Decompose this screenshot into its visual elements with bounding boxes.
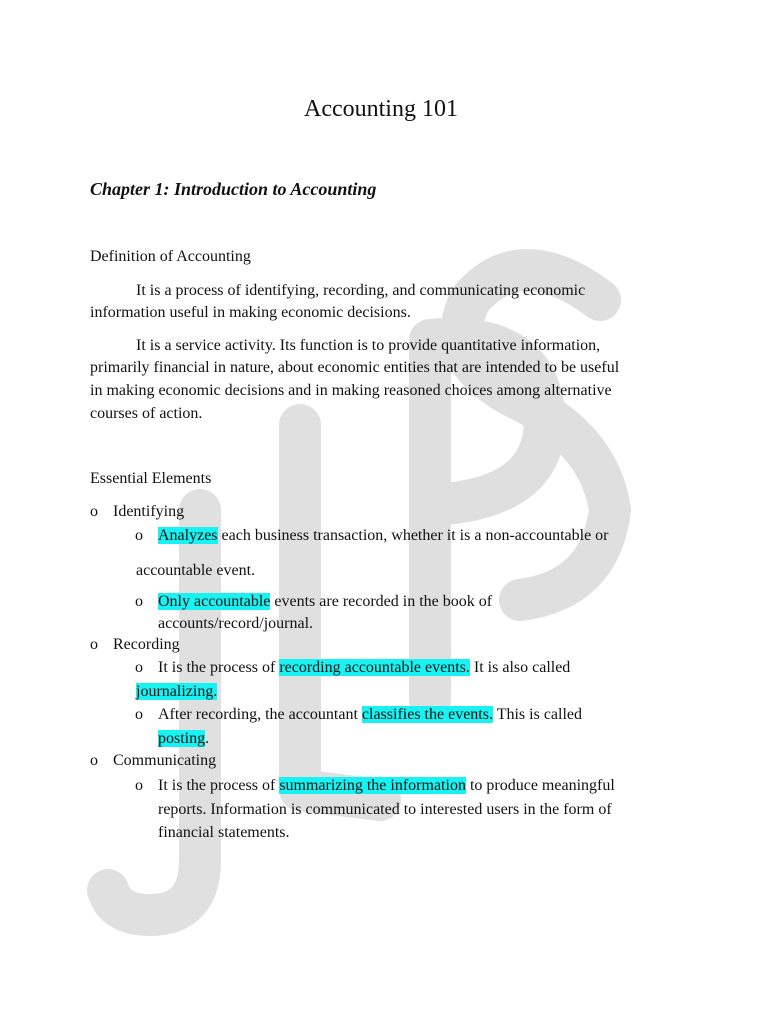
bullet-marker: o — [90, 503, 98, 520]
highlight-summarizing-the-information: summarizing the information — [279, 777, 466, 794]
definition-p1-line2: information useful in making economic decisions. — [90, 304, 411, 321]
sub-bullet-marker: o — [135, 659, 143, 676]
identifying-sub2-line1: Only accountable events are recorded in the book of — [158, 593, 493, 610]
identifying-sub2-line2: accounts/record/journal. — [158, 615, 314, 632]
communicating-sub1-line1: It is the process of summarizing the information to produce meaningful — [158, 777, 615, 794]
communicating-sub1-line2: reports. Information is communicated to interested users in the form of — [158, 801, 612, 818]
highlight-journalizing: journalizing. — [136, 683, 218, 700]
communicating-label: Communicating — [113, 752, 217, 769]
recording-sub2-line1: After recording, the accountant classifies the events. This is called — [158, 706, 583, 723]
sub-bullet-marker: o — [135, 777, 143, 794]
recording-label: Recording — [113, 636, 180, 653]
definition-p2-line3: in making economic decisions and in making reasoned choices among alternative — [90, 382, 612, 399]
chapter-heading: Chapter 1: Introduction to Accounting — [90, 179, 377, 199]
definition-heading: Definition of Accounting — [90, 248, 251, 265]
communicating-sub1-line3: financial statements. — [158, 824, 290, 841]
recording-sub1-line1: It is the process of recording accountable events. It is also called — [158, 659, 571, 676]
bullet-marker: o — [90, 752, 98, 769]
sub-bullet-marker: o — [135, 593, 143, 610]
definition-p2-line1: It is a service activity. Its function is to provide quantitative information, — [136, 337, 601, 354]
highlight-recording-accountable-events: recording accountable events. — [279, 659, 470, 676]
document-title: Accounting 101 — [304, 96, 458, 122]
definition-p2-line2: primarily financial in nature, about economic entities that are intended to be useful — [90, 359, 620, 376]
elements-heading: Essential Elements — [90, 470, 212, 487]
identifying-label: Identifying — [113, 503, 185, 520]
highlight-only-accountable: Only accountable — [158, 593, 271, 610]
sub-bullet-marker: o — [135, 706, 143, 723]
identifying-sub1-line2: accountable event. — [136, 562, 256, 579]
definition-p2-line4: courses of action. — [90, 405, 203, 422]
sub-bullet-marker: o — [135, 527, 143, 544]
identifying-sub1-line1: Analyzes each business transaction, whether it is a non-accountable or — [158, 527, 609, 544]
highlight-analyzes: Analyzes — [158, 527, 218, 544]
recording-sub2-line2: posting. — [158, 730, 210, 747]
definition-p1-line1: It is a process of identifying, recording, and communicating economic — [136, 282, 586, 299]
recording-sub1-line2 — [136, 683, 217, 701]
bullet-marker: o — [90, 636, 98, 653]
highlight-classifies-the-events: classifies the events. — [361, 706, 493, 723]
highlight-posting: posting — [158, 730, 206, 747]
